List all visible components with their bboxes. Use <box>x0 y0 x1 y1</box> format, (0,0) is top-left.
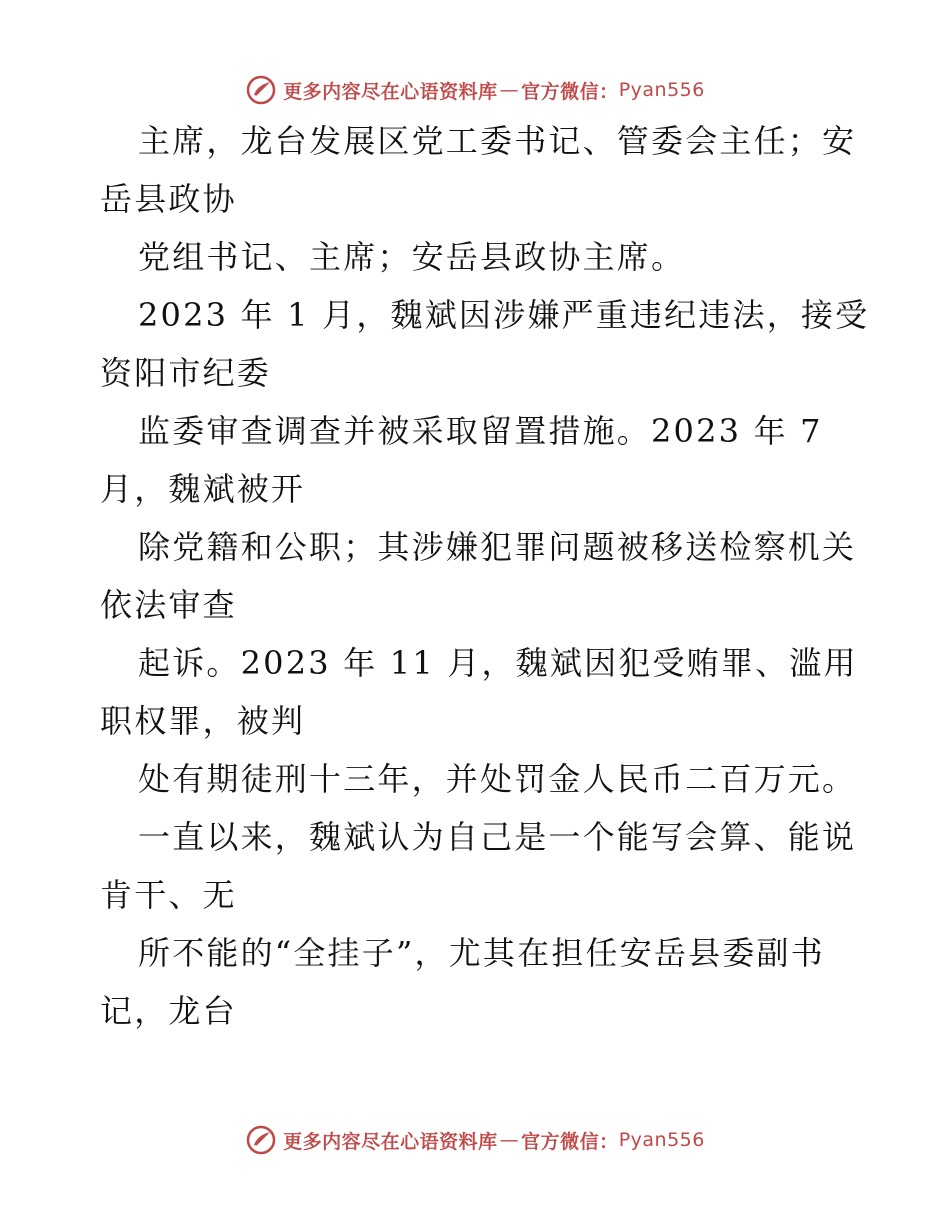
footer-watermark-text: 更多内容尽在心语资料库 <box>283 1130 498 1153</box>
header-watermark-separator: — <box>499 79 520 101</box>
body-line: 主席，龙台发展区党工委书记、管委会主任；安 <box>138 122 857 160</box>
body-line: 月，魏斌被开 <box>100 470 306 508</box>
header-watermark <box>0 70 950 110</box>
body-line: 起诉。2023 年 11 月，魏斌因犯受贿罪、滥用 <box>138 644 858 682</box>
header-watermark-text: 更多内容尽在心语资料库 <box>283 80 498 103</box>
footer-watermark-separator: — <box>499 1129 520 1151</box>
footer-watermark-wechat-label: 官方微信： <box>521 1130 619 1153</box>
body-line: 2023 年 1 月，魏斌因涉嫌严重违纪违法，接受 <box>138 296 870 334</box>
body-line: 资阳市纪委 <box>100 354 272 392</box>
header-watermark-wechat-label: 官方微信： <box>521 80 619 103</box>
header-watermark-wechat-id: Pyan556 <box>618 79 705 101</box>
body-line: 一直以来，魏斌认为自己是一个能写会算、能说 <box>138 818 857 856</box>
document-body <box>100 112 870 1040</box>
body-line: 记，龙台 <box>100 992 237 1030</box>
footer-watermark-wechat-id: Pyan556 <box>618 1129 705 1151</box>
body-line: 依法审查 <box>100 586 237 624</box>
body-line: 党组书记、主席；安岳县政协主席。 <box>138 238 686 276</box>
body-line: 除党籍和公职；其涉嫌犯罪问题被移送检察机关 <box>138 528 857 566</box>
body-line: 岳县政协 <box>100 180 237 218</box>
brand-logo-icon <box>245 74 277 106</box>
body-line: 职权罪，被判 <box>100 702 306 740</box>
brand-logo-icon <box>245 1124 277 1156</box>
body-line: 肯干、无 <box>100 876 237 914</box>
footer-watermark <box>0 1120 950 1160</box>
body-line: 监委审查调查并被采取留置措施。2023 年 7 <box>138 412 823 450</box>
body-line: 处有期徒刑十三年，并处罚金人民币二百万元。 <box>138 760 857 798</box>
body-line: 所不能的“全挂子”，尤其在担任安岳县委副书 <box>138 934 825 972</box>
